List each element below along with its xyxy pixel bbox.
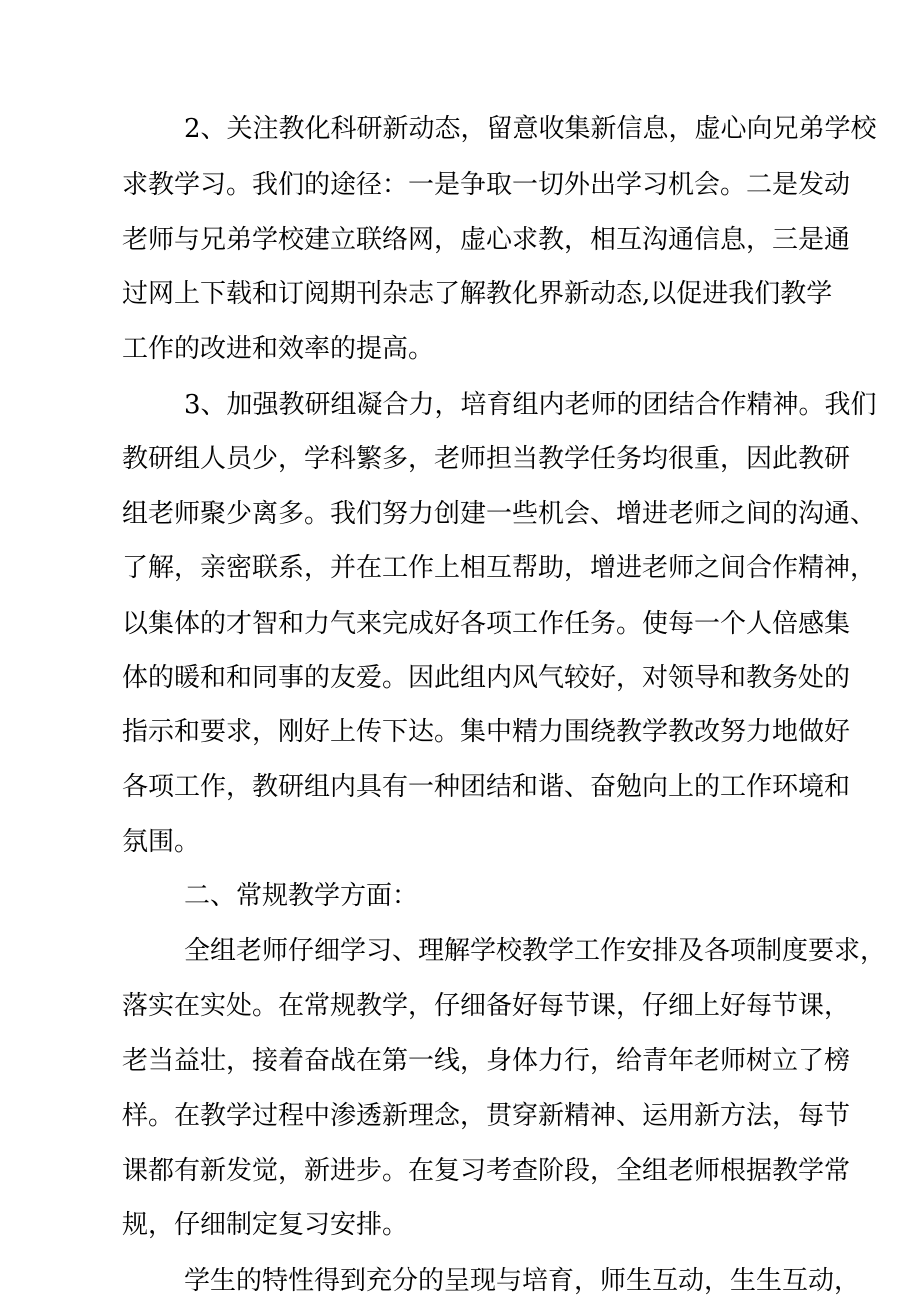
text-line	[0, 385, 920, 425]
section-heading	[0, 876, 920, 916]
text-line	[0, 658, 920, 698]
text-line-content: 老师与兄弟学校建立联络网，虚心求教，相互沟通信息，三是通	[122, 225, 851, 255]
text-line-content: 过网上下载和订阅期刊杂志了解教化界新动态,以促进我们教学	[122, 279, 833, 309]
text-line	[0, 986, 920, 1026]
text-line	[0, 439, 920, 479]
text-line	[0, 712, 920, 752]
text-line	[0, 109, 920, 149]
text-line	[0, 494, 920, 534]
text-line	[0, 1205, 920, 1245]
section-heading-content: 二、常规教学方面：	[184, 881, 419, 911]
text-line	[0, 220, 920, 260]
text-line-content: 老当益壮，接着奋战在第一线，身体力行，给青年老师树立了榜	[122, 1046, 851, 1076]
text-line	[0, 329, 920, 369]
text-line-content: 体的暖和和同事的友爱。因此组内风气较好，对领导和教务处的	[122, 663, 851, 693]
text-line-content: 指示和要求，刚好上传下达。集中精力围绕教学教改努力地做好	[122, 717, 851, 747]
text-line	[0, 274, 920, 314]
text-line-content: 氛围。	[122, 827, 201, 857]
text-line-content: 教研组人员少，学科繁多，老师担当教学任务均很重，因此教研	[122, 444, 851, 474]
text-line-content: 了解，亲密联系，并在工作上相互帮助，增进老师之间合作精神，	[122, 553, 877, 583]
text-line	[0, 1261, 920, 1301]
text-line-content: 学生的特性得到充分的呈现与培育，师生互动，生生互动，	[184, 1266, 861, 1296]
text-line	[0, 931, 920, 971]
text-line	[0, 165, 920, 205]
text-line-content: 以集体的才智和力气来完成好各项工作任务。使每一个人倍感集	[122, 609, 851, 639]
text-line	[0, 822, 920, 862]
text-line-content: 规，仔细制定复习安排。	[122, 1210, 409, 1240]
text-line	[0, 1096, 920, 1136]
text-line	[0, 548, 920, 588]
text-line	[0, 604, 920, 644]
text-line-content: 各项工作，教研组内具有一种团结和谐、奋勉向上的工作环境和	[122, 772, 851, 802]
text-line	[0, 1151, 920, 1191]
text-line-content: 全组老师仔细学习、理解学校教学工作安排及各项制度要求，	[184, 936, 887, 966]
text-line-content: 落实在实处。在常规教学，仔细备好每节课，仔细上好每节课，	[122, 991, 851, 1021]
text-line-content: 样。在教学过程中渗透新理念，贯穿新精神、运用新方法，每节	[122, 1101, 851, 1131]
text-line-content: 2、关注教化科研新动态，留意收集新信息，虚心向兄弟学校	[184, 114, 877, 144]
text-line-content: 课都有新发觉，新进步。在复习考查阶段，全组老师根据教学常	[122, 1156, 851, 1186]
text-line	[0, 1041, 920, 1081]
text-line-content: 求教学习。我们的途径：一是争取一切外出学习机会。二是发动	[122, 170, 851, 200]
text-line	[0, 767, 920, 807]
text-line-content: 工作的改进和效率的提高。	[122, 334, 435, 364]
text-line-content: 3、加强教研组凝合力，培育组内老师的团结合作精神。我们	[184, 390, 877, 420]
text-line-content: 组老师聚少离多。我们努力创建一些机会、增进老师之间的沟通、	[122, 499, 877, 529]
